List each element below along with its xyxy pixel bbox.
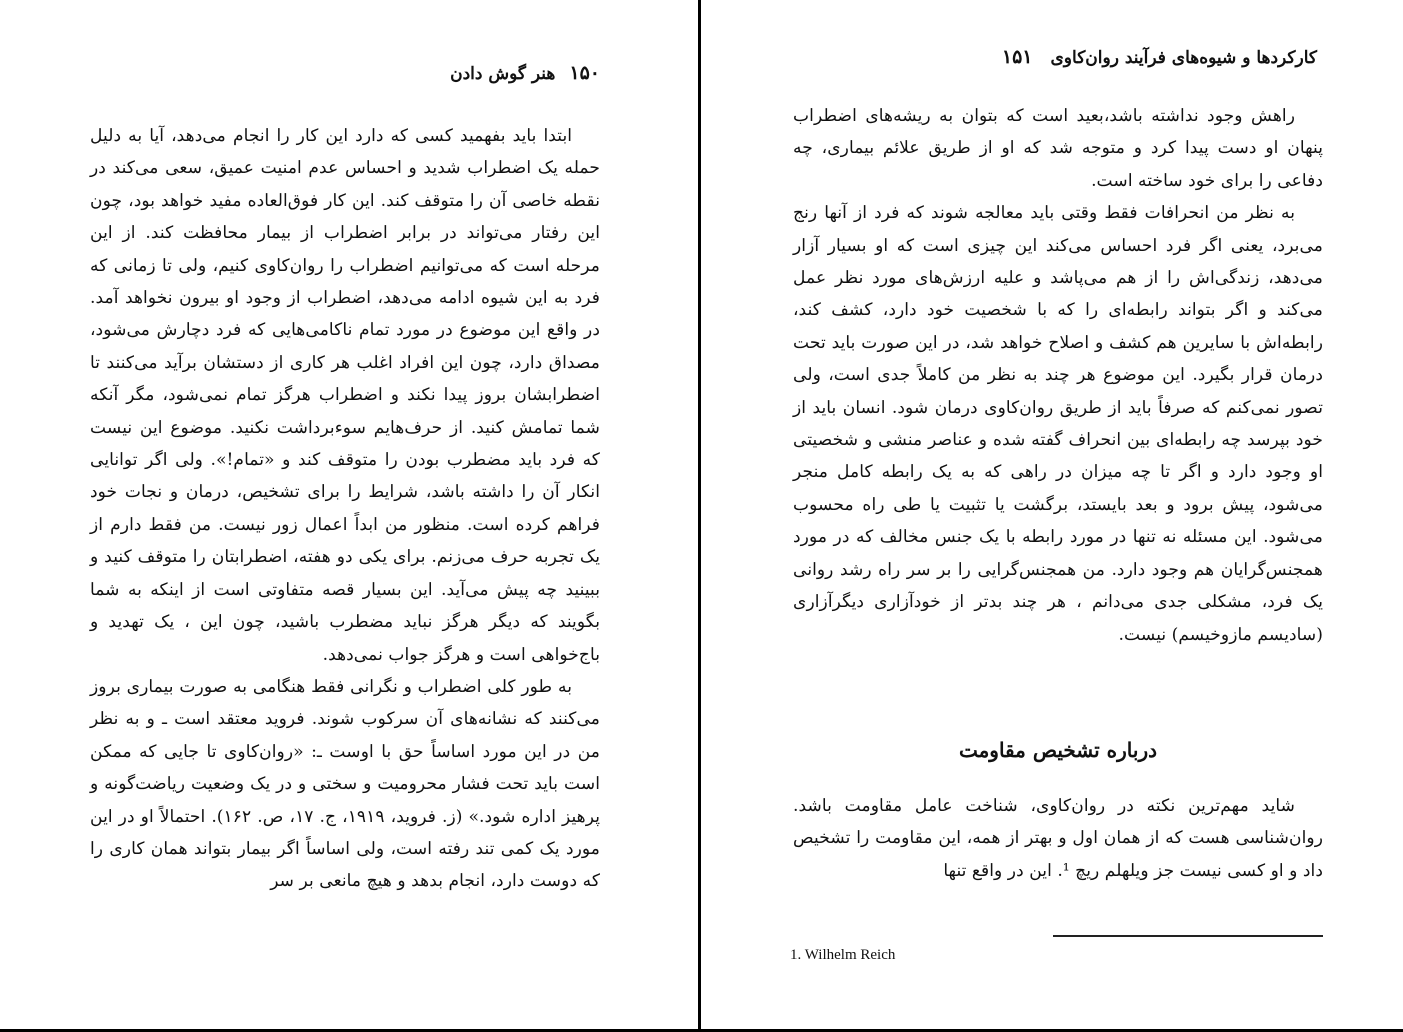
right-paragraph-1: راهش وجود نداشته باشد،بعید است که بتوان به ریشه‌های اضطراب پنهان او دست پیدا کرد و متوجه شد که او از طریق علائم بیماری، چه دفاعی را برای خود ساخته است.: [793, 106, 1323, 191]
left-page: [0, 0, 698, 1032]
section-heading: درباره تشخیص مقاومت: [958, 738, 1158, 762]
footnote-rule: [1053, 935, 1323, 937]
left-paragraph-1: ابتدا باید بفهمید کسی که دارد این کار را انجام می‌دهد، آیا به دلیل حمله یک اضطراب شدید و احساس عدم امنیت عمیق، سعی می‌کند در نقطه خاصی آن را متوقف کند. این کار فوق‌العاده مفید خواهد بود، چون این رفتار می‌تواند در برابر اضطراب از بیمار محافظت کند. از این مرحله است که می‌توانیم اضطراب را روان‌کاوی کنیم، ولی تا زمانی که فرد به این شیوه ادامه می‌دهد، اضطراب از وجود او بیرون نخواهد آمد. در واقع این موضوع در مورد تمام ناکامی‌هایی که فرد دچارش می‌شود، مصداق دارد، چون این افراد اغلب هر کاری از دستشان برآید می‌کنند تا اضطرابشان بروز پیدا نکند و اضطراب هرگز تمام نمی‌شود، مگر آنکه شما تمامش کنید. از حرف‌هایم سوءبرداشت نکنید. موضوع این نیست که فرد باید مضطرب بودن را متوقف کند و «تمام!». ولی اگر توانایی انکار آن را داشته باشد، شرایط را برای تشخیص، درمان و نجات خود فراهم کرده است. منظور من ابداً اعمال زور نیست. من فقط دارم از یک تجربه حرف می‌زنم. برای یکی دو هفته، اضطرابتان را متوقف کنید و ببینید چه پیش می‌آید. این بسیار قصه متفاوتی است از اینکه به شما بگویند که دیگر هرگز نباید مضطرب باشید، چون این ، یک تهدید و باج‌خواهی است و هرگز جواب نمی‌دهد.: [90, 126, 600, 665]
left-page-body: [90, 120, 600, 898]
left-page-header: [450, 62, 600, 84]
right-page: [703, 0, 1403, 1032]
right-page-number: ۱۵۱: [1001, 46, 1033, 68]
right-page-header: [1002, 46, 1317, 68]
right-paragraph-2: به نظر من انحرافات فقط وقتی باید معالجه شوند که فرد از آنها رنج می‌برد، یعنی اگر فرد احساس می‌کند این چیزی است که او بسیار آزار می‌دهد، زندگی‌اش را از هم می‌پاشد و علیه ارزش‌های مورد نظر عمل می‌کند و اگر بتواند رابطه‌ای را که با شخصیت خود دارد، کشف کند، رابطه‌اش با سایرین هم کشف و اصلاح خواهد شد، در این صورت باید تحت درمان قرار بگیرد. این موضوع هر چند به نظر من کاملاً جدی است، ولی تصور نمی‌کنم که صرفاً باید از طریق روان‌کاوی درمان شود. انسان باید از خود بپرسد چه رابطه‌ای بین انحراف گفته شده و عناصر منشی و شخصیتی او وجود دارد و اگر تا چه میزان در راهی که به یک رابطه کامل منجر می‌شود، پیش برود و بعد بایستد، برگشت یا تثبیت یا طی راه محسوب می‌شود. این مسئله نه تنها در مورد رابطه با یک جنس مخالف که در مورد همجنس‌گرایان هم وجود دارد. من همجنس‌گرایی را بر سر راه رشد روانی یک فرد، مشکلی جدی می‌دانم ، هر چند بدتر از خودآزاری دیگرآزاری (سادیسم مازوخیسم) نیست.: [793, 203, 1323, 645]
section-paragraph-1: شاید مهم‌ترین نکته در روان‌کاوی، شناخت عامل مقاومت باشد. روان‌شناسی هست که از همان اول و بهتر از همه، این مقاومت را تشخیص داد و او کسی نیست جز ویلهلم ریچ ¹. این در واقع تنها: [793, 796, 1323, 881]
right-page-body: [793, 100, 1323, 651]
left-page-running-title: هنر گوش دادن: [450, 64, 556, 84]
left-page-number: ۱۵۰: [569, 62, 600, 84]
right-page-running-title: کارکردها و شیوه‌های فرآیند روان‌کاوی: [1050, 48, 1317, 68]
spine-divider: [698, 0, 701, 1032]
left-paragraph-2: به طور کلی اضطراب و نگرانی فقط هنگامی به صورت بیماری بروز می‌کنند که نشانه‌های آن سرکوب شوند. فروید معتقد است ـ و به نظر من در این مورد اساساً حق با اوست ـ: «روان‌کاوی تا جایی که ممکن است باید تحت فشار محرومیت و سختی و در یک وضعیت ریاضت‌گونه و پرهیز اداره شود.» (ز. فروید، ۱۹۱۹، ج. ۱۷، ص. ۱۶۲). احتمالاً او در این مورد یک کمی تند رفته است، ولی اساساً اگر بیمار بتواند همان کاری را که دوست دارد، انجام بدهد و هیچ مانعی بر سر: [90, 676, 600, 892]
footnote: 1. Wilhelm Reich: [790, 947, 896, 963]
section-body: [793, 790, 1323, 887]
